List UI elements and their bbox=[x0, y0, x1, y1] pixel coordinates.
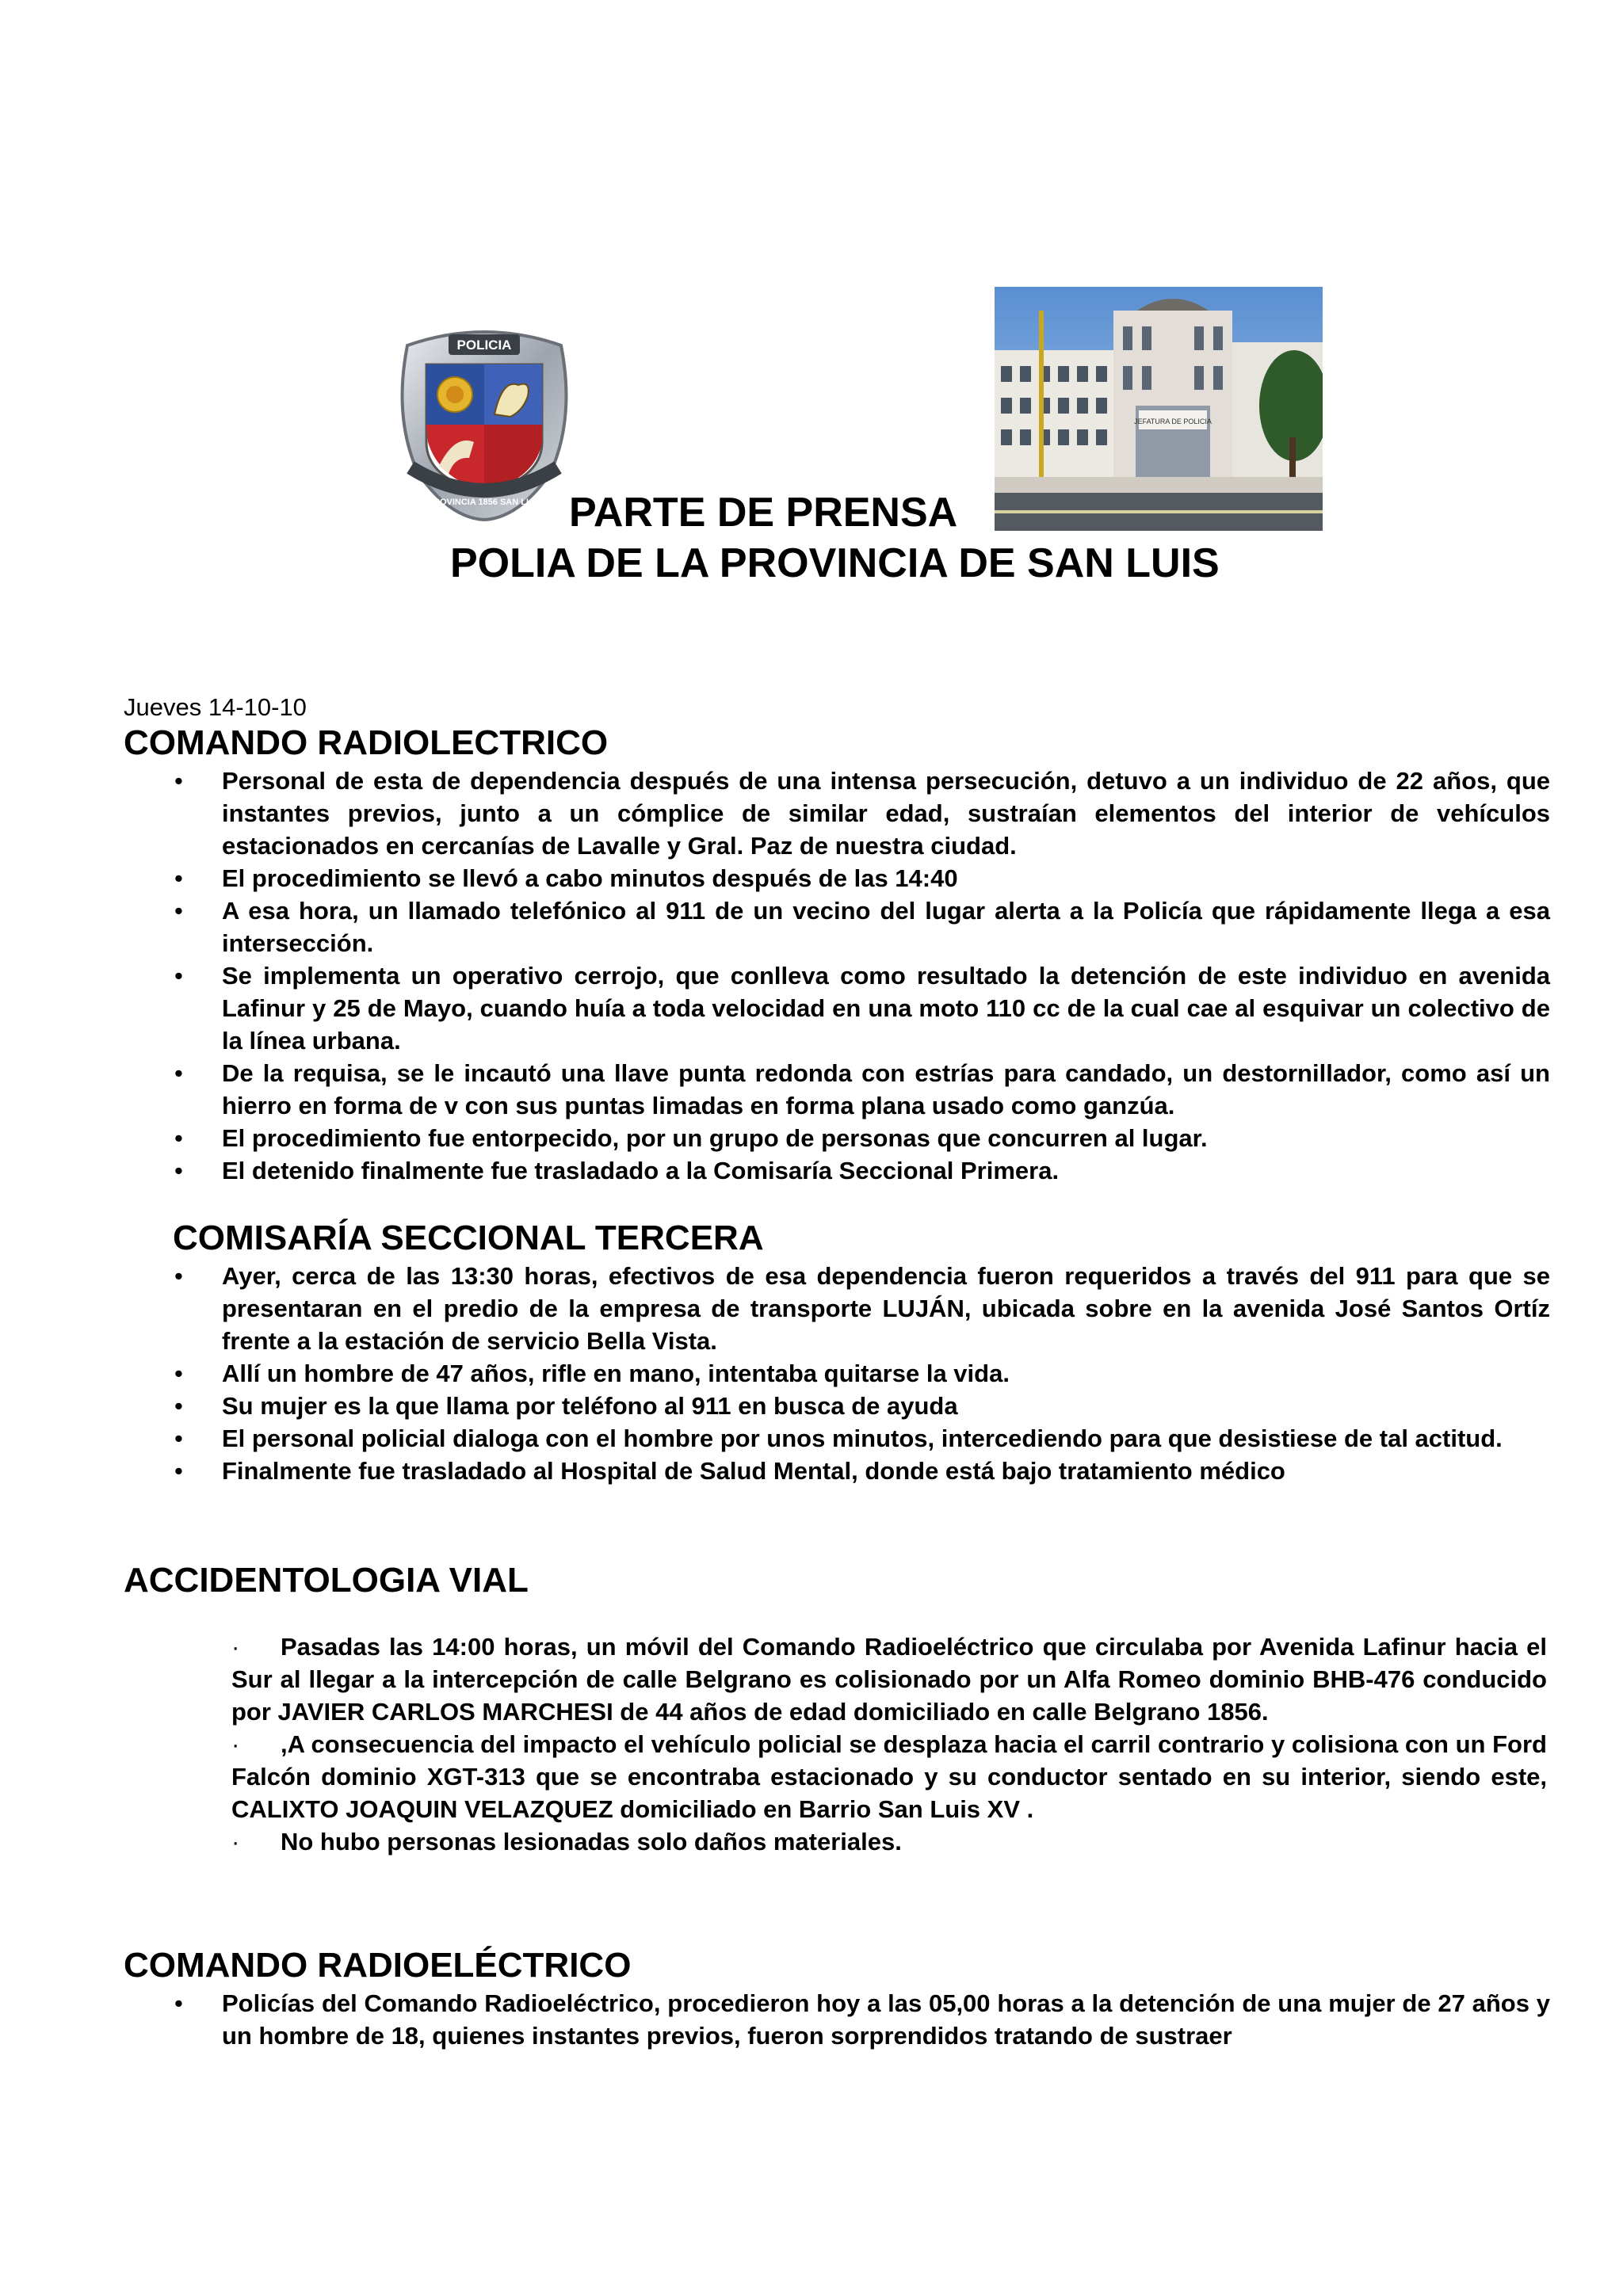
list-item: • Ayer, cerca de las 13:30 horas, efectivos de esa dependencia fueron requeridos a través del 911 para que se presentaran en el predio de la empresa de transporte LUJÁN, ubicada sobre en la avenida José Santos Ortíz frente a la estación de servicio Bella Vista. bbox=[173, 1260, 1550, 1357]
bullet-icon: • bbox=[174, 1425, 183, 1452]
middle-dot-icon: · bbox=[231, 1828, 240, 1855]
list-item: • Policías del Comando Radioeléctrico, procedieron hoy a las 05,00 horas a la detención de una mujer de 27 años y un hombre de 18, quienes instantes previos, fueron sorprendidos tratando de sustraer bbox=[173, 1987, 1550, 2052]
section-accidentologia-vial bbox=[124, 1559, 1550, 1602]
list-item: • Su mujer es la que llama por teléfono al 911 en busca de ayuda bbox=[173, 1390, 1550, 1422]
svg-text:POLICIA: POLICIA bbox=[456, 338, 512, 353]
list-item: · Pasadas las 14:00 horas, un móvil del Comando Radioeléctrico que circulaba por Avenida Lafinur hacia el Sur al llegar a la intercepción de calle Belgrano es colisionado por un Alfa Romeo dominio BHB-476 conducido por JAVIER CARLOS MARCHESI de 44 años de edad domiciliado en calle Belgrano 1856. bbox=[231, 1630, 1547, 1728]
section-comisaria-seccional-tercera bbox=[124, 1217, 1550, 1487]
accident-paragraphs bbox=[231, 1630, 1547, 1858]
bullet-icon: • bbox=[174, 1157, 183, 1184]
list-item: · No hubo personas lesionadas solo daños materiales. bbox=[231, 1825, 1547, 1858]
list-item: • De la requisa, se le incautó una llave punta redonda con estrías para candado, un destornillador, como así un hierro en forma de v con sus puntas limadas en forma plana usado como ganzúa. bbox=[173, 1057, 1550, 1122]
bullet-icon: • bbox=[174, 1392, 183, 1420]
section-heading: COMANDO RADIOLECTRICO bbox=[124, 723, 609, 762]
bullet-icon: • bbox=[174, 1262, 183, 1290]
bullet-icon: • bbox=[174, 1989, 183, 2017]
headquarters-building-photo bbox=[995, 287, 1323, 531]
list-item: · ,A consecuencia del impacto el vehículo policial se desplaza hacia el carril contrario y colisiona con un Ford Falcón dominio XGT-313 que se encontraba estacionado y su conductor sentado en su interior, siendo este, CALIXTO JOAQUIN VELAZQUEZ domiciliado en Barrio San Luis XV . bbox=[231, 1728, 1547, 1825]
list-item: • Allí un hombre de 47 años, rifle en mano, intentaba quitarse la vida. bbox=[173, 1357, 1550, 1390]
list-item: • Se implementa un operativo cerrojo, que conlleva como resultado la detención de este individuo en avenida Lafinur y 25 de Mayo, cuando huía a toda velocidad en una moto 110 cc de la cual cae al esquivar un colectivo de la línea urbana. bbox=[173, 959, 1550, 1057]
svg-text:PROVINCIA 1856 SAN LUIS: PROVINCIA 1856 SAN LUIS bbox=[427, 498, 541, 507]
bullet-icon: • bbox=[174, 1457, 183, 1485]
bullet-icon: • bbox=[174, 1360, 183, 1387]
list-item: • El procedimiento fue entorpecido, por un grupo de personas que concurren al lugar. bbox=[173, 1122, 1550, 1154]
svg-text:JEFATURA DE POLICIA: JEFATURA DE POLICIA bbox=[1134, 418, 1212, 425]
bullet-icon: • bbox=[174, 767, 183, 795]
bullet-icon: • bbox=[174, 897, 183, 925]
page-title-parte-de-prensa: PARTE DE PRENSA bbox=[569, 490, 958, 536]
bullet-list bbox=[173, 1987, 1550, 2052]
report-date: Jueves 14-10-10 bbox=[124, 693, 307, 721]
section-heading: COMISARÍA SECCIONAL TERCERA bbox=[173, 1219, 764, 1257]
bullet-list bbox=[173, 1260, 1550, 1487]
middle-dot-icon: · bbox=[231, 1730, 240, 1758]
section-heading: COMANDO RADIOELÉCTRICO bbox=[124, 1946, 632, 1985]
section-comando-radioelectrico bbox=[124, 1944, 1550, 2052]
page-subtitle-policia: POLIA DE LA PROVINCIA DE SAN LUIS bbox=[450, 540, 1220, 586]
list-item: • El detenido finalmente fue trasladado a la Comisaría Seccional Primera. bbox=[173, 1154, 1550, 1187]
bullet-icon: • bbox=[174, 1124, 183, 1152]
section-heading: ACCIDENTOLOGIA VIAL bbox=[124, 1561, 529, 1600]
police-badge-logo bbox=[391, 323, 577, 521]
list-item: • El procedimiento se llevó a cabo minutos después de las 14:40 bbox=[173, 862, 1550, 894]
section-comando-radiolectrico bbox=[124, 722, 1550, 1187]
list-item: • A esa hora, un llamado telefónico al 911 de un vecino del lugar alerta a la Policía que rápidamente llega a esa intersección. bbox=[173, 894, 1550, 959]
list-item: • Finalmente fue trasladado al Hospital de Salud Mental, donde está bajo tratamiento médico bbox=[173, 1455, 1550, 1487]
middle-dot-icon: · bbox=[231, 1633, 240, 1661]
list-item: • El personal policial dialoga con el hombre por unos minutos, intercediendo para que desistiese de tal actitud. bbox=[173, 1422, 1550, 1455]
bullet-icon: • bbox=[174, 864, 183, 892]
bullet-list bbox=[173, 765, 1550, 1187]
bullet-icon: • bbox=[174, 962, 183, 990]
list-item: • Personal de esta de dependencia después de una intensa persecución, detuvo a un individuo de 22 años, que instantes previos, junto a un cómplice de similar edad, sustraían elementos del interior de vehículos estacionados en cercanías de Lavalle y Gral. Paz de nuestra ciudad. bbox=[173, 765, 1550, 862]
bullet-icon: • bbox=[174, 1059, 183, 1087]
